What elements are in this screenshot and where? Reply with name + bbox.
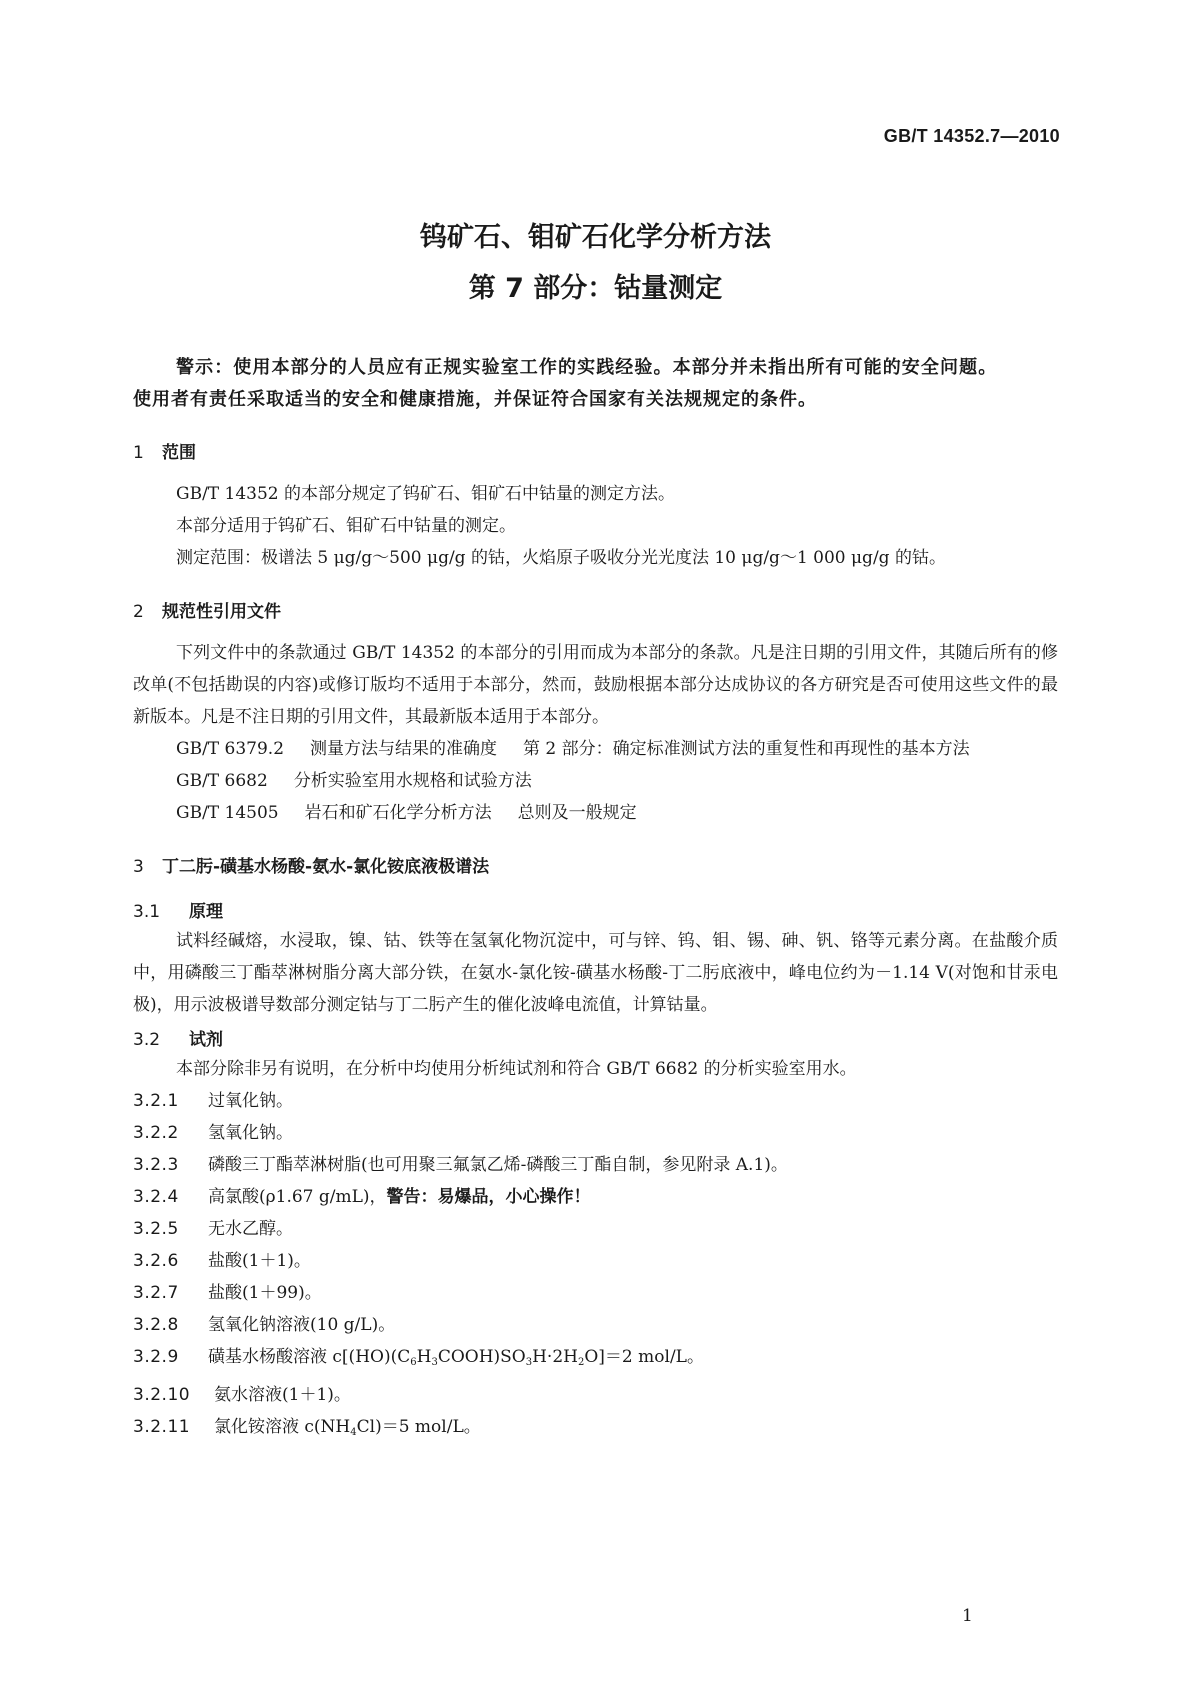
section-3-heading xyxy=(133,854,1058,880)
section-1-heading xyxy=(133,440,1058,466)
reagent-item: 3.2.2 氢氧化钠。 xyxy=(133,1123,293,1143)
section-number: 3 xyxy=(133,857,144,877)
document-title: 钨矿石、钼矿石化学分析方法 xyxy=(420,222,771,253)
normative-intro: 下列文件中的条款通过 GB/T 14352 的本部分的引用而成为本部分的条款。凡是注日期的引用文件，其随后所有的修改单(不包括勘误的内容)或修订版均不适用于本部分，然而，鼓励根据本部分达成协议的各方研究是否可使用这些文件的最新版本。凡是不注日期的引用文件，其最新版本适用于本部分。 xyxy=(133,643,1058,727)
reagent-item: 3.2.9 磺基水杨酸溶液 $c[(HO)(C_6H_3COOH)SO_3H\cdot 2H_2O]=2$ mol/L。 xyxy=(133,1347,704,1368)
reagent-item: 3.2.3 磷酸三丁酯萃淋树脂(也可用聚三氟氯乙烯-磷酸三丁酯自制，参见附录 A.1)。 xyxy=(133,1155,788,1175)
reagents-intro: 本部分除非另有说明，在分析中均使用分析纯试剂和符合 GB/T 6682 的分析实验室用水。 xyxy=(176,1059,857,1079)
reference-item: GB/T 6682 分析实验室用水规格和试验方法 xyxy=(176,771,532,791)
standard-code: GB/T 14352.7—2010 xyxy=(883,126,1060,146)
warning-rest: 使用者有责任采取适当的安全和健康措施，并保证符合国家有关法规规定的条件。 xyxy=(133,389,817,410)
reagent-item: 3.2.5 无水乙醇。 xyxy=(133,1219,293,1239)
scope-paragraph: 本部分适用于钨矿石、钼矿石中钴量的测定。 xyxy=(176,516,516,536)
measuring-range: 测定范围：极谱法 5 μg/g～500 μg/g 的钴，火焰原子吸收分光光度法 10 μg/g～1 000 μg/g 的钴。 xyxy=(176,548,946,568)
section-title: 丁二肟-磺基水杨酸-氨水-氯化铵底液极谱法 xyxy=(162,857,490,877)
subsection-3-2-heading xyxy=(133,1027,1058,1053)
scope-paragraph: GB/T 14352 的本部分规定了钨矿石、钼矿石中钴量的测定方法。 xyxy=(176,484,676,504)
reference-item: GB/T 14505 岩石和矿石化学分析方法 总则及一般规定 xyxy=(176,803,637,823)
page-number: 1 xyxy=(962,1606,973,1626)
section-title: 范围 xyxy=(162,443,196,463)
subsection-title: 原理 xyxy=(189,902,223,922)
subsection-number: 3.1 xyxy=(133,902,161,922)
document-subtitle: 第 7 部分：钴量测定 xyxy=(468,273,723,304)
principle-paragraph: 试料经碱熔，水浸取，镍、钴、铁等在氢氧化物沉淀中，可与锌、钨、钼、锡、砷、钒、铬等元素分离。在盐酸介质中，用磷酸三丁酯萃淋树脂分离大部分铁，在氨水-氯化铵-磺基水杨酸-丁二肟底液中，峰电位约为－1.14 V(对饱和甘汞电极)，用示波极谱导数部分测定钴与丁二肟产生的催化波峰电流值，计算钴量。 xyxy=(133,931,1058,1015)
reagent-item: 3.2.7 盐酸(1＋99)。 xyxy=(133,1283,322,1303)
subsection-number: 3.2 xyxy=(133,1030,161,1050)
section-title: 规范性引用文件 xyxy=(162,602,281,622)
section-2-heading xyxy=(133,599,1058,625)
warning-notice xyxy=(133,352,1058,416)
subsection-title: 试剂 xyxy=(189,1030,223,1050)
subsection-3-1-heading xyxy=(133,899,1058,925)
reagent-item: 3.2.4 高氯酸(ρ1.67 g/mL)，警告：易爆品，小心操作！ xyxy=(133,1187,591,1207)
reagent-item: 3.2.8 氢氧化钠溶液(10 g/L)。 xyxy=(133,1315,396,1335)
reagent-item: 3.2.6 盐酸(1＋1)。 xyxy=(133,1251,311,1271)
section-number: 2 xyxy=(133,602,144,622)
document-body xyxy=(133,352,1058,1449)
warning-lead: 警示：使用本部分的人员应有正规实验室工作的实践经验。本部分并未指出所有可能的安全问题。 xyxy=(176,357,998,378)
reference-item: GB/T 6379.2 测量方法与结果的准确度 第 2 部分：确定标准测试方法的重复性和再现性的基本方法 xyxy=(176,739,970,759)
reagent-item: 3.2.11 氯化铵溶液 $c(NH_4Cl)=5$ mol/L。 xyxy=(133,1417,481,1438)
reagent-item: 3.2.1 过氧化钠。 xyxy=(133,1091,293,1111)
section-number: 1 xyxy=(133,443,144,463)
reagent-item: 3.2.10 氨水溶液(1＋1)。 xyxy=(133,1385,351,1405)
hazard-warning: 警告：易爆品，小心操作！ xyxy=(386,1187,591,1207)
